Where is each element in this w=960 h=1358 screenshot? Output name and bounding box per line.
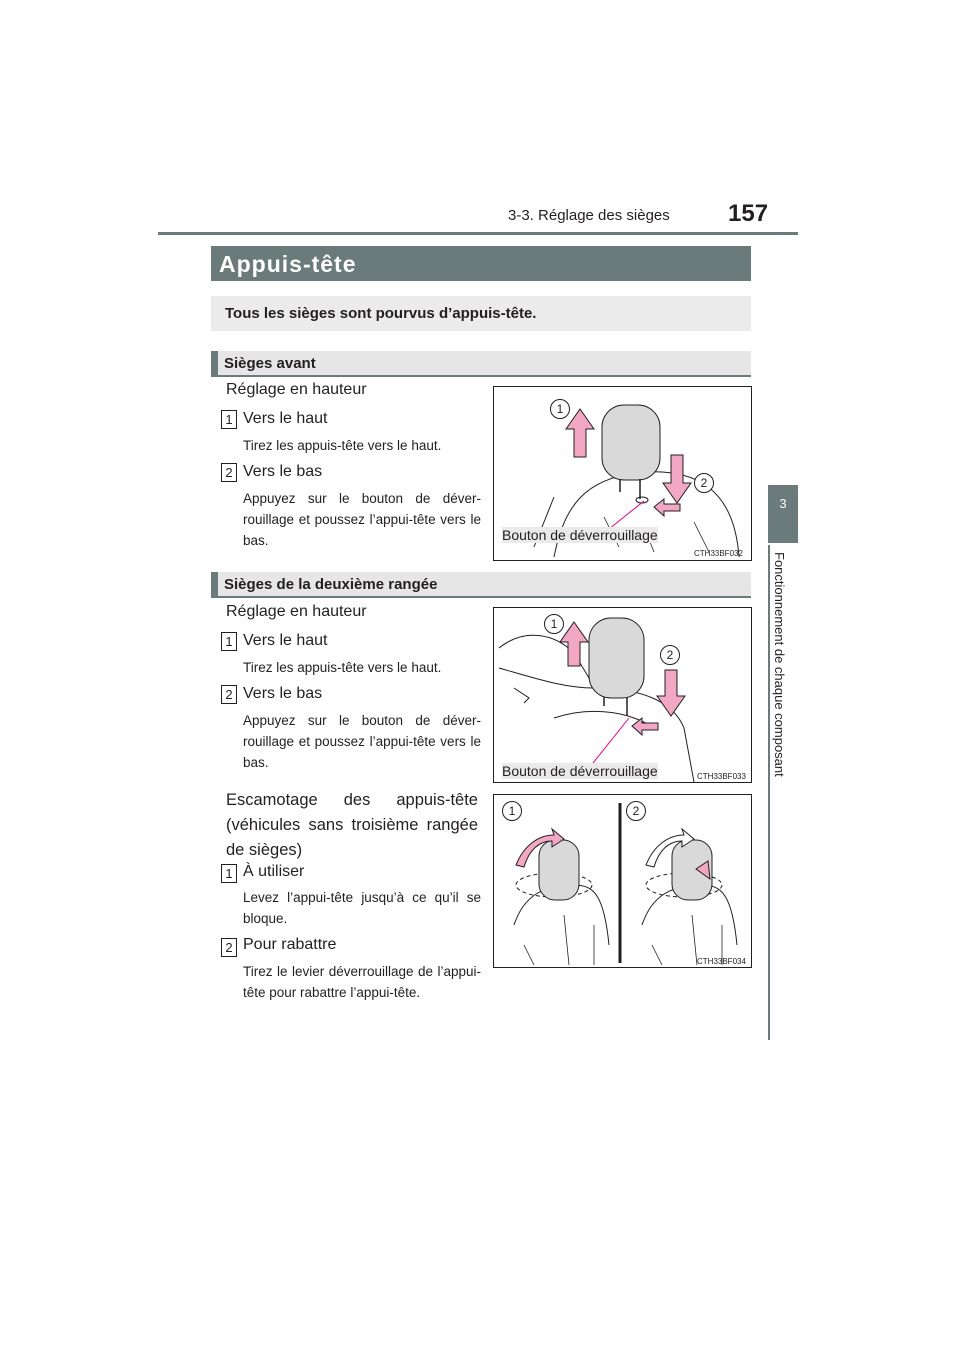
release-button-label: Bouton de déverrouillage bbox=[502, 527, 658, 543]
figure-code: CTH33BF032 bbox=[694, 549, 743, 558]
step-title: Vers le haut bbox=[243, 410, 328, 427]
chapter-rule bbox=[768, 545, 770, 1040]
step-badge: 2 bbox=[221, 938, 237, 957]
chapter-tab bbox=[768, 485, 798, 543]
section-heading-accent bbox=[211, 572, 218, 598]
step-body: Appuyez sur le bouton de déver-rouillage et poussez l’appui-tête vers le bas. bbox=[243, 491, 481, 548]
intro-text: Tous les sièges sont pourvus d’appuis-tête. bbox=[225, 305, 537, 322]
lead-text: Réglage en hauteur bbox=[226, 381, 367, 398]
step-title: Vers le bas bbox=[243, 463, 323, 480]
header-rule bbox=[158, 232, 798, 235]
callout-1: 1 bbox=[502, 801, 522, 821]
lead-text: Escamotage des appuis-tête (véhicules sans troisième rangée de sièges) bbox=[226, 791, 478, 859]
second-row-headrest-figure bbox=[493, 607, 752, 783]
section-heading-accent bbox=[211, 351, 218, 377]
step-badge: 2 bbox=[221, 463, 237, 482]
step-badge: 1 bbox=[221, 410, 237, 429]
headrest-stowing-figure bbox=[493, 794, 752, 968]
step-badge: 2 bbox=[221, 685, 237, 704]
stowing-illustration bbox=[494, 795, 751, 967]
step-body: Tirez le levier déverrouillage de l’appui-tête pour rabattre l’appui-tête. bbox=[243, 964, 481, 1000]
page-title: Appuis-tête bbox=[219, 251, 357, 277]
step-badge: 1 bbox=[221, 864, 237, 883]
section-heading: Sièges avant bbox=[224, 355, 316, 372]
step-title: Pour rabattre bbox=[243, 936, 337, 953]
callout-2: 2 bbox=[626, 801, 646, 821]
running-header-section: 3-3. Réglage des sièges bbox=[508, 207, 670, 224]
section-heading: Sièges de la deuxième rangée bbox=[224, 576, 438, 593]
page-number: 157 bbox=[728, 200, 769, 227]
step-body: Tirez les appuis-tête vers le haut. bbox=[243, 660, 442, 675]
front-seat-headrest-figure bbox=[493, 386, 752, 561]
chapter-number: 3 bbox=[779, 496, 787, 511]
second-row-illustration bbox=[494, 608, 751, 782]
chapter-label: Fonctionnement de chaque composant bbox=[772, 552, 787, 777]
step-body: Levez l’appui-tête jusqu’à ce qu’il se bloque. bbox=[243, 890, 481, 926]
lead-text: Réglage en hauteur bbox=[226, 603, 367, 620]
figure-code: CTH33BF034 bbox=[697, 957, 746, 966]
callout-1: 1 bbox=[550, 399, 570, 419]
step-body: Appuyez sur le bouton de déver-rouillage et poussez l’appui-tête vers le bas. bbox=[243, 713, 481, 770]
release-button-label: Bouton de déverrouillage bbox=[502, 763, 658, 779]
step-badge: 1 bbox=[221, 632, 237, 651]
callout-2: 2 bbox=[660, 645, 680, 665]
callout-2: 2 bbox=[694, 473, 714, 493]
step-body: Tirez les appuis-tête vers le haut. bbox=[243, 438, 442, 453]
step-title: À utiliser bbox=[243, 863, 305, 880]
callout-1: 1 bbox=[544, 614, 564, 634]
step-title: Vers le haut bbox=[243, 632, 328, 649]
figure-code: CTH33BF033 bbox=[697, 772, 746, 781]
step-title: Vers le bas bbox=[243, 685, 323, 702]
